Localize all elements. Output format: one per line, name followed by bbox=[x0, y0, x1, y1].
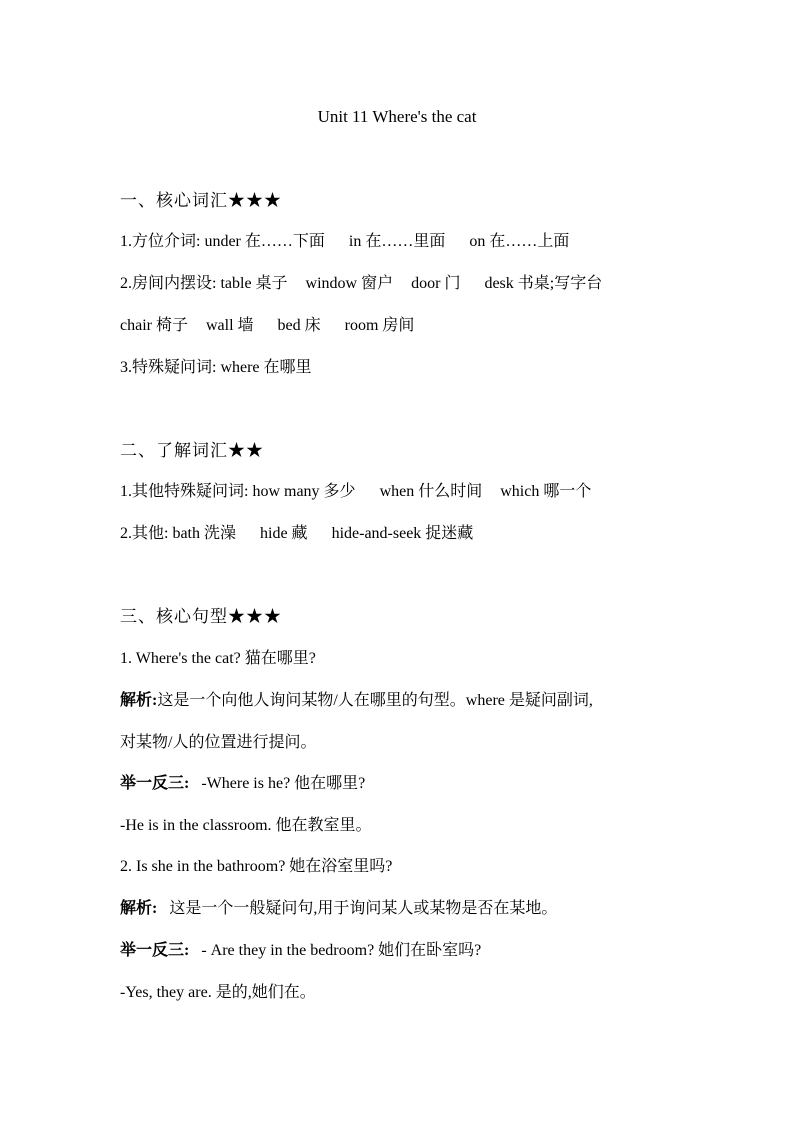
vocab-which: which 哪一个 bbox=[500, 483, 592, 500]
section-heading-core-vocabulary: 一、核心词汇★★★ bbox=[120, 191, 282, 210]
example-label: 举一反三: bbox=[120, 942, 190, 959]
analysis-label: 解析: bbox=[120, 692, 158, 709]
vocab-line-furniture bbox=[120, 273, 720, 295]
vocab-chair: chair 椅子 bbox=[120, 317, 188, 334]
example-2-answer: -Yes, they are. 是的,她们在。 bbox=[120, 984, 316, 1001]
vocab-line-others bbox=[120, 523, 720, 545]
vocab-in: in 在……里面 bbox=[348, 233, 446, 250]
vocab-room: room 房间 bbox=[344, 317, 415, 334]
vocab-bath: 2.其他: bath 洗澡 bbox=[120, 525, 236, 542]
example-label: 举一反三: bbox=[120, 775, 190, 792]
analysis-2 bbox=[120, 898, 720, 920]
vocab-door: door 门 bbox=[411, 275, 461, 292]
vocab-on: on 在……上面 bbox=[469, 233, 570, 250]
vocab-how-many: 1.其他特殊疑问词: how many 多少 bbox=[120, 483, 356, 500]
analysis-1-continued: 对某物/人的位置进行提问。 bbox=[120, 734, 317, 751]
analysis-label: 解析: bbox=[120, 900, 158, 917]
vocab-hide-and-seek: hide-and-seek 捉迷藏 bbox=[331, 525, 474, 542]
vocab-desk: desk 书桌;写字台 bbox=[484, 275, 603, 292]
analysis-1 bbox=[120, 690, 720, 712]
section-heading-core-sentences: 三、核心句型★★★ bbox=[120, 607, 282, 626]
analysis-text: 这是一个向他人询问某物/人在哪里的句型。where 是疑问副词, bbox=[157, 692, 593, 709]
vocab-window: window 窗户 bbox=[305, 275, 394, 292]
vocab-wall: wall 墙 bbox=[205, 317, 254, 334]
vocab-bed: bed 床 bbox=[277, 317, 321, 334]
example-1-answer: -He is in the classroom. 他在教室里。 bbox=[120, 817, 372, 834]
sentence-q1: 1. Where's the cat? 猫在哪里? bbox=[120, 650, 316, 667]
analysis-text: 这是一个一般疑问句,用于询问某人或某物是否在某地。 bbox=[169, 900, 558, 917]
vocab-hide: hide 藏 bbox=[260, 525, 308, 542]
vocab-when: when 什么时间 bbox=[379, 483, 483, 500]
vocab-line-furniture-cont bbox=[120, 315, 720, 337]
section-heading-understand-vocabulary: 二、了解词汇★★ bbox=[120, 441, 264, 460]
vocab-line-where: 3.特殊疑问词: where 在哪里 bbox=[120, 359, 312, 376]
vocab-line-prepositions bbox=[120, 231, 720, 253]
vocab-line-question-words bbox=[120, 481, 720, 503]
example-1-question bbox=[120, 773, 720, 795]
example-2-question bbox=[120, 940, 720, 962]
sentence-q2: 2. Is she in the bathroom? 她在浴室里吗? bbox=[120, 858, 393, 875]
vocab-table: 2.房间内摆设: table 桌子 bbox=[120, 275, 288, 292]
document-title: Unit 11 Where's the cat bbox=[317, 107, 477, 126]
vocab-under: 1.方位介词: under 在……下面 bbox=[120, 233, 325, 250]
example-text: - Are they in the bedroom? 她们在卧室吗? bbox=[201, 942, 482, 959]
example-text: -Where is he? 他在哪里? bbox=[201, 775, 366, 792]
